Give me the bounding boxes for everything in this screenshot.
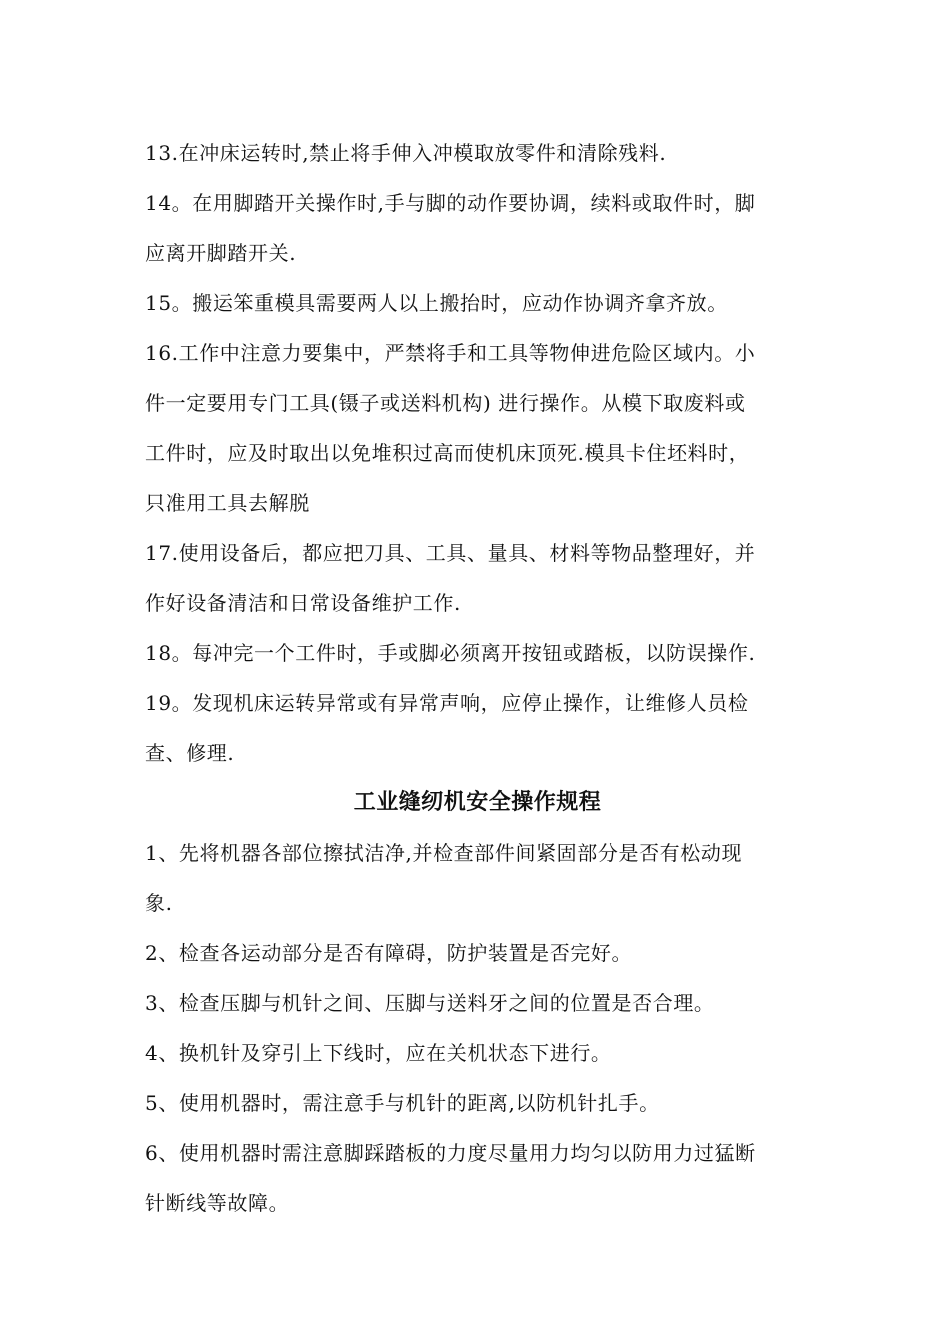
rule-14-line-2: 应离开脚踏开关. bbox=[145, 241, 297, 265]
rule-16-line-2: 件一定要用专门工具(镊子或送料机构) 进行操作。从模下取废料或 bbox=[145, 391, 746, 415]
sewing-rule-3: 3、检查压脚与机针之间、压脚与送料牙之间的位置是否合理。 bbox=[145, 991, 715, 1015]
rule-16-line-3: 工件时，应及时取出以免堆积过高而使机床顶死.模具卡住坯料时， bbox=[145, 441, 750, 465]
sewing-rule-1-line-2: 象. bbox=[145, 891, 173, 915]
sewing-rule-6-line-2: 针断线等故障。 bbox=[145, 1191, 290, 1215]
sewing-rule-4: 4、换机针及穿引上下线时，应在关机状态下进行。 bbox=[145, 1041, 612, 1065]
sewing-rule-6-line-1: 6、使用机器时需注意脚踩踏板的力度尽量用力均匀以防用力过猛断 bbox=[145, 1141, 756, 1165]
rule-17-line-1: 17.使用设备后，都应把刀具、工具、量具、材料等物品整理好，并 bbox=[145, 541, 756, 565]
section-title: 工业缝纫机安全操作规程 bbox=[353, 790, 602, 815]
sewing-rule-5: 5、使用机器时，需注意手与机针的距离,以防机针扎手。 bbox=[145, 1091, 660, 1115]
rule-16-line-1: 16.工作中注意力要集中，严禁将手和工具等物伸进危险区域内。小 bbox=[145, 341, 756, 365]
sewing-rule-2: 2、检查各运动部分是否有障碍，防护装置是否完好。 bbox=[145, 941, 633, 965]
rule-16-line-4: 只准用工具去解脱 bbox=[145, 491, 310, 515]
rule-19-line-2: 查、修理. bbox=[145, 741, 235, 765]
rule-13-line-1: 13.在冲床运转时,禁止将手伸入冲模取放零件和清除残料. bbox=[145, 141, 667, 165]
rule-19-line-1: 19。发现机床运转异常或有异常声响，应停止操作，让维修人员检 bbox=[145, 691, 749, 715]
sewing-rule-1-line-1: 1、先将机器各部位擦拭洁净,并检查部件间紧固部分是否有松动现 bbox=[145, 841, 743, 865]
document-page bbox=[145, 128, 810, 1228]
rule-14-line-1: 14。在用脚踏开关操作时,手与脚的动作要协调，续料或取件时，脚 bbox=[145, 191, 756, 215]
rule-17-line-2: 作好设备清洁和日常设备维护工作. bbox=[145, 591, 461, 615]
rule-15-line-1: 15。搬运笨重模具需要两人以上搬抬时，应动作协调齐拿齐放。 bbox=[145, 291, 728, 315]
rule-18-line-1: 18。每冲完一个工件时，手或脚必须离开按钮或踏板，以防误操作. bbox=[145, 641, 756, 665]
